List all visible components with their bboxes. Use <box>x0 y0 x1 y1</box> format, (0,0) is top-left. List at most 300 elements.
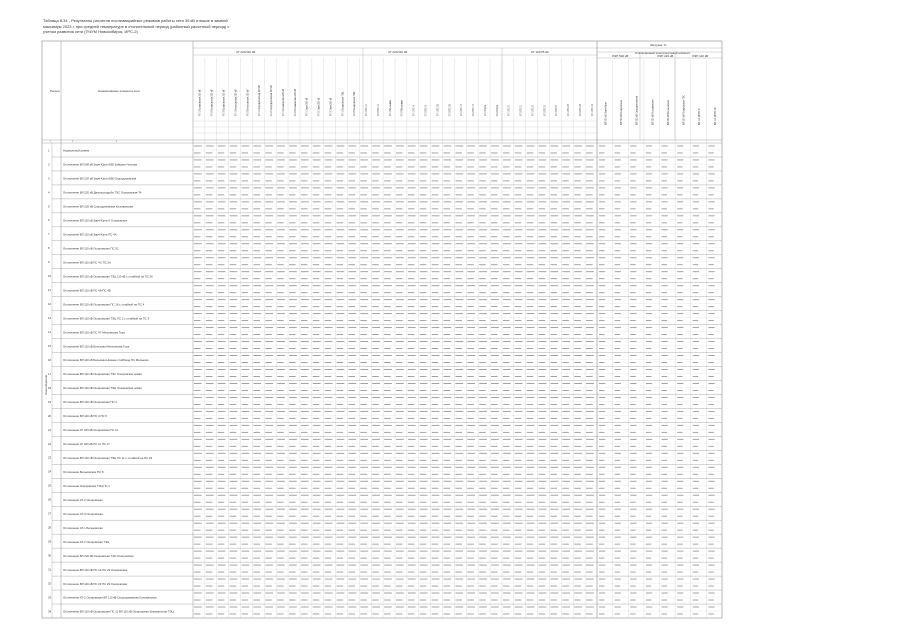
cell-mark <box>313 474 320 475</box>
cell-mark <box>562 446 569 447</box>
cell-mark <box>384 418 391 419</box>
cell-mark <box>467 229 475 230</box>
cell-mark <box>479 572 486 573</box>
cell-mark <box>396 488 403 489</box>
cell-mark <box>265 397 273 398</box>
cell-mark <box>491 467 499 468</box>
cell-mark <box>230 153 237 154</box>
cell-mark <box>491 544 498 545</box>
cell-mark <box>230 586 237 587</box>
cell-mark <box>301 250 308 251</box>
cell-mark <box>455 362 462 363</box>
cell-mark <box>444 551 452 552</box>
cell-mark <box>646 390 651 391</box>
cell-mark <box>289 222 296 223</box>
cell-mark <box>230 453 238 454</box>
cell-mark <box>662 537 668 538</box>
cell-mark <box>265 306 272 307</box>
cell-mark <box>562 509 570 510</box>
cell-mark <box>677 614 682 615</box>
cell-mark <box>574 572 581 573</box>
cell-mark <box>218 376 225 377</box>
cell-mark <box>599 229 605 230</box>
cell-mark <box>420 327 428 328</box>
cell-mark <box>491 418 498 419</box>
cell-mark <box>420 544 427 545</box>
cell-mark <box>693 236 698 237</box>
cell-mark <box>420 404 427 405</box>
cell-mark <box>408 411 416 412</box>
cell-mark <box>693 166 698 167</box>
cell-mark <box>479 313 487 314</box>
cell-mark <box>206 257 214 258</box>
cell-mark <box>360 474 367 475</box>
cell-mark <box>662 383 668 384</box>
cell-mark <box>360 432 367 433</box>
cell-mark <box>218 222 225 223</box>
cell-mark <box>630 355 636 356</box>
cell-mark <box>230 593 238 594</box>
cell-mark <box>432 327 440 328</box>
cell-mark <box>491 208 498 209</box>
cell-mark <box>384 243 392 244</box>
cell-mark <box>372 187 380 188</box>
cell-mark <box>550 474 557 475</box>
cell-mark <box>630 425 636 426</box>
cell-mark <box>313 460 320 461</box>
cell-mark <box>550 341 558 342</box>
cell-mark <box>337 579 345 580</box>
cell-mark <box>467 446 474 447</box>
cell-mark <box>218 327 226 328</box>
cell-mark <box>615 187 621 188</box>
cell-mark <box>503 390 510 391</box>
cell-mark <box>230 376 237 377</box>
cell-mark <box>708 600 713 601</box>
cell-mark <box>708 509 714 510</box>
cell-mark <box>408 187 416 188</box>
cell-mark <box>432 572 439 573</box>
cell-mark <box>360 348 367 349</box>
cell-mark <box>194 341 202 342</box>
cell-mark <box>384 481 392 482</box>
cell-mark <box>372 579 380 580</box>
cell-mark <box>384 425 392 426</box>
cell-mark <box>432 509 440 510</box>
cell-mark <box>253 229 261 230</box>
cell-mark <box>677 516 682 517</box>
cell-mark <box>646 397 652 398</box>
cell-mark <box>503 180 510 181</box>
cell-mark <box>253 236 260 237</box>
row-number-16: 16 <box>48 357 52 362</box>
cell-mark <box>325 474 332 475</box>
cell-mark <box>432 313 440 314</box>
cell-mark <box>348 579 356 580</box>
cell-mark <box>539 146 547 147</box>
cell-mark <box>455 383 463 384</box>
cell-mark <box>396 194 403 195</box>
cell-mark <box>677 166 682 167</box>
cell-mark <box>408 362 415 363</box>
cell-mark <box>408 208 415 209</box>
cell-mark <box>677 208 682 209</box>
cell-mark <box>467 215 475 216</box>
cell-mark <box>194 509 202 510</box>
cell-mark <box>615 153 620 154</box>
cell-mark <box>301 299 309 300</box>
cell-mark <box>599 432 604 433</box>
cell-mark <box>408 327 416 328</box>
cell-mark <box>491 306 498 307</box>
cell-mark <box>503 481 511 482</box>
cell-mark <box>630 404 635 405</box>
cell-mark <box>396 432 403 433</box>
cell-mark <box>420 558 427 559</box>
cell-mark <box>348 166 355 167</box>
cell-mark <box>539 313 547 314</box>
row-number-15: 15 <box>48 343 52 348</box>
cell-mark <box>325 369 333 370</box>
cell-mark <box>467 565 475 566</box>
cell-mark <box>313 222 320 223</box>
cell-mark <box>677 474 682 475</box>
cell-mark <box>646 355 652 356</box>
cell-mark <box>372 502 379 503</box>
cell-mark <box>479 411 487 412</box>
cell-mark <box>337 474 344 475</box>
cell-mark <box>599 348 604 349</box>
cell-mark <box>455 369 463 370</box>
cell-mark <box>218 495 226 496</box>
cell-mark <box>539 236 546 237</box>
cell-mark <box>420 467 428 468</box>
cell-mark <box>693 383 699 384</box>
cell-mark <box>218 180 225 181</box>
cell-mark <box>630 432 635 433</box>
cell-mark <box>313 243 321 244</box>
cell-mark <box>372 285 380 286</box>
cell-mark <box>277 201 285 202</box>
cell-mark <box>218 600 225 601</box>
cell-mark <box>348 586 355 587</box>
cell-mark <box>432 146 440 147</box>
cell-mark <box>253 425 261 426</box>
cell-mark <box>313 166 320 167</box>
cell-mark <box>194 278 201 279</box>
cell-mark <box>360 390 367 391</box>
cell-mark <box>615 355 621 356</box>
cell-mark <box>348 432 355 433</box>
cell-mark <box>277 488 284 489</box>
cell-mark <box>693 229 699 230</box>
cell-mark <box>708 264 713 265</box>
cell-mark <box>586 530 593 531</box>
cell-mark <box>599 411 605 412</box>
cell-mark <box>432 551 440 552</box>
cell-mark <box>313 537 321 538</box>
cell-mark <box>515 572 522 573</box>
cell-mark <box>348 502 355 503</box>
subgroup-header: Отключаемый электросетевой элемент <box>635 51 691 55</box>
cell-mark <box>574 502 581 503</box>
cell-mark <box>325 243 333 244</box>
cell-mark <box>242 600 249 601</box>
cell-mark <box>301 243 309 244</box>
cell-mark <box>586 593 594 594</box>
cell-mark <box>301 355 309 356</box>
cell-mark <box>550 348 557 349</box>
cell-mark <box>372 320 379 321</box>
cell-mark <box>574 146 582 147</box>
cell-mark <box>586 411 594 412</box>
cell-mark <box>599 572 604 573</box>
cell-mark <box>693 257 699 258</box>
cell-mark <box>662 278 667 279</box>
cell-mark <box>586 355 594 356</box>
cell-mark <box>479 516 486 517</box>
cell-mark <box>372 250 379 251</box>
cell-mark <box>539 516 546 517</box>
cell-mark <box>242 208 249 209</box>
cell-mark <box>708 362 713 363</box>
cell-mark <box>503 222 510 223</box>
cell-mark <box>372 523 380 524</box>
cell-mark <box>455 341 463 342</box>
cell-mark <box>337 418 344 419</box>
cell-mark <box>265 166 272 167</box>
cell-mark <box>615 565 621 566</box>
cell-mark <box>242 411 250 412</box>
cell-mark <box>206 180 213 181</box>
cell-mark <box>467 397 475 398</box>
cell-mark <box>396 411 404 412</box>
cell-mark <box>301 488 308 489</box>
cell-mark <box>479 607 487 608</box>
cell-mark <box>515 306 522 307</box>
cell-mark <box>432 418 439 419</box>
cell-mark <box>301 348 308 349</box>
cell-mark <box>432 474 439 475</box>
cell-mark <box>586 544 593 545</box>
cell-mark <box>662 390 667 391</box>
cell-mark <box>503 271 511 272</box>
cell-mark <box>408 299 416 300</box>
cell-mark <box>218 369 226 370</box>
cell-mark <box>630 201 636 202</box>
cell-mark <box>615 383 621 384</box>
cell-mark <box>444 313 452 314</box>
cell-mark <box>372 264 379 265</box>
cell-mark <box>491 383 499 384</box>
cell-mark <box>432 362 439 363</box>
cell-mark <box>301 565 309 566</box>
cell-mark <box>515 355 523 356</box>
cell-mark <box>527 558 534 559</box>
cell-mark <box>301 593 309 594</box>
cell-mark <box>491 614 498 615</box>
cell-mark <box>265 348 272 349</box>
cell-mark <box>444 530 451 531</box>
cell-mark <box>194 243 202 244</box>
cell-mark <box>586 313 594 314</box>
cell-mark <box>586 264 593 265</box>
cell-mark <box>515 397 523 398</box>
row-name-18: Отключение ВЛ 110 кВ Ошировская ТЭЦ Ошировская новая <box>63 386 142 391</box>
cell-mark <box>277 600 284 601</box>
cell-mark <box>432 404 439 405</box>
cell-mark <box>574 474 581 475</box>
cell-mark <box>615 600 620 601</box>
row-number-26: 26 <box>48 497 52 502</box>
cell-mark <box>599 544 604 545</box>
cell-mark <box>562 495 570 496</box>
cell-mark <box>360 173 368 174</box>
row-number-5: 5 <box>48 204 50 209</box>
row-number-34: 34 <box>48 609 52 614</box>
cell-mark <box>693 292 698 293</box>
cell-mark <box>325 173 333 174</box>
cell-mark <box>432 292 439 293</box>
cell-mark <box>677 250 682 251</box>
cell-mark <box>599 404 604 405</box>
cell-mark <box>708 334 713 335</box>
cell-mark <box>420 222 427 223</box>
cell-mark <box>313 362 320 363</box>
cell-mark <box>562 579 570 580</box>
cell-mark <box>325 285 333 286</box>
cell-mark <box>503 173 511 174</box>
cell-mark <box>348 376 355 377</box>
cell-mark <box>194 187 202 188</box>
col-head-left-5: АТ-2 Бельковская 220 кВ <box>247 89 250 116</box>
cell-mark <box>455 488 462 489</box>
cell-mark <box>360 537 368 538</box>
cell-mark <box>289 432 296 433</box>
cell-mark <box>230 572 237 573</box>
cell-mark <box>420 180 427 181</box>
cell-mark <box>206 166 213 167</box>
cell-mark <box>230 327 238 328</box>
col-head-left-1: АТ-1 Ошировская 220 кВ <box>199 89 202 116</box>
cell-mark <box>265 579 273 580</box>
cell-mark <box>348 334 355 335</box>
cell-mark <box>313 607 321 608</box>
cell-mark <box>599 369 605 370</box>
cell-mark <box>337 369 345 370</box>
cell-mark <box>230 180 237 181</box>
cell-mark <box>708 418 713 419</box>
cell-mark <box>301 502 308 503</box>
cell-mark <box>708 271 714 272</box>
cell-mark <box>348 341 356 342</box>
cell-mark <box>194 173 202 174</box>
cell-mark <box>384 236 391 237</box>
cell-mark <box>253 215 261 216</box>
cell-mark <box>325 250 332 251</box>
cell-mark <box>420 537 428 538</box>
cell-mark <box>337 425 345 426</box>
table-frame <box>42 41 722 618</box>
cell-mark <box>360 614 367 615</box>
row-number-21: 21 <box>48 427 52 432</box>
cell-mark <box>218 439 226 440</box>
cell-mark <box>527 166 534 167</box>
cell-mark <box>550 180 557 181</box>
cell-mark <box>194 537 202 538</box>
cell-mark <box>586 607 594 608</box>
cell-mark <box>360 439 368 440</box>
cell-mark <box>562 250 569 251</box>
cell-mark <box>242 460 249 461</box>
cell-mark <box>515 327 523 328</box>
cell-mark <box>455 558 462 559</box>
cell-mark <box>615 264 620 265</box>
cell-mark <box>265 425 273 426</box>
cell-mark <box>289 166 296 167</box>
col-head-left-18: АТ-2 Мельники <box>401 100 404 116</box>
cell-mark <box>337 362 344 363</box>
cell-mark <box>396 558 403 559</box>
cell-mark <box>503 187 511 188</box>
cell-mark <box>301 481 309 482</box>
cell-mark <box>467 146 475 147</box>
cell-mark <box>527 579 535 580</box>
cell-mark <box>615 313 621 314</box>
cell-mark <box>708 208 713 209</box>
cell-mark <box>242 572 249 573</box>
cell-mark <box>384 146 392 147</box>
cell-mark <box>467 153 474 154</box>
cell-mark <box>677 153 682 154</box>
row-number-1: 1 <box>48 148 50 153</box>
cell-mark <box>218 278 225 279</box>
cell-mark <box>586 488 593 489</box>
cell-mark <box>479 523 487 524</box>
cell-mark <box>384 285 392 286</box>
cell-mark <box>586 432 593 433</box>
cell-mark <box>325 236 332 237</box>
cell-mark <box>289 299 297 300</box>
cell-mark <box>574 579 582 580</box>
cell-mark <box>646 173 652 174</box>
cell-mark <box>599 299 605 300</box>
cell-mark <box>408 271 416 272</box>
cell-mark <box>599 600 604 601</box>
cell-mark <box>491 537 499 538</box>
cell-mark <box>479 418 486 419</box>
cell-mark <box>313 439 321 440</box>
cell-mark <box>408 509 416 510</box>
cell-mark <box>289 306 296 307</box>
cell-mark <box>408 432 415 433</box>
cell-mark <box>242 369 250 370</box>
cell-mark <box>693 376 698 377</box>
cell-mark <box>693 250 698 251</box>
cell-mark <box>384 159 392 160</box>
cell-mark <box>337 146 345 147</box>
cell-mark <box>708 390 713 391</box>
cell-mark <box>527 236 534 237</box>
cell-mark <box>325 271 333 272</box>
cell-mark <box>467 362 474 363</box>
cell-mark <box>313 516 320 517</box>
cell-mark <box>384 488 391 489</box>
cell-mark <box>408 180 415 181</box>
cell-mark <box>206 222 213 223</box>
block-label-3: АТ 110/35 кВ <box>531 50 549 54</box>
cell-mark <box>372 530 379 531</box>
